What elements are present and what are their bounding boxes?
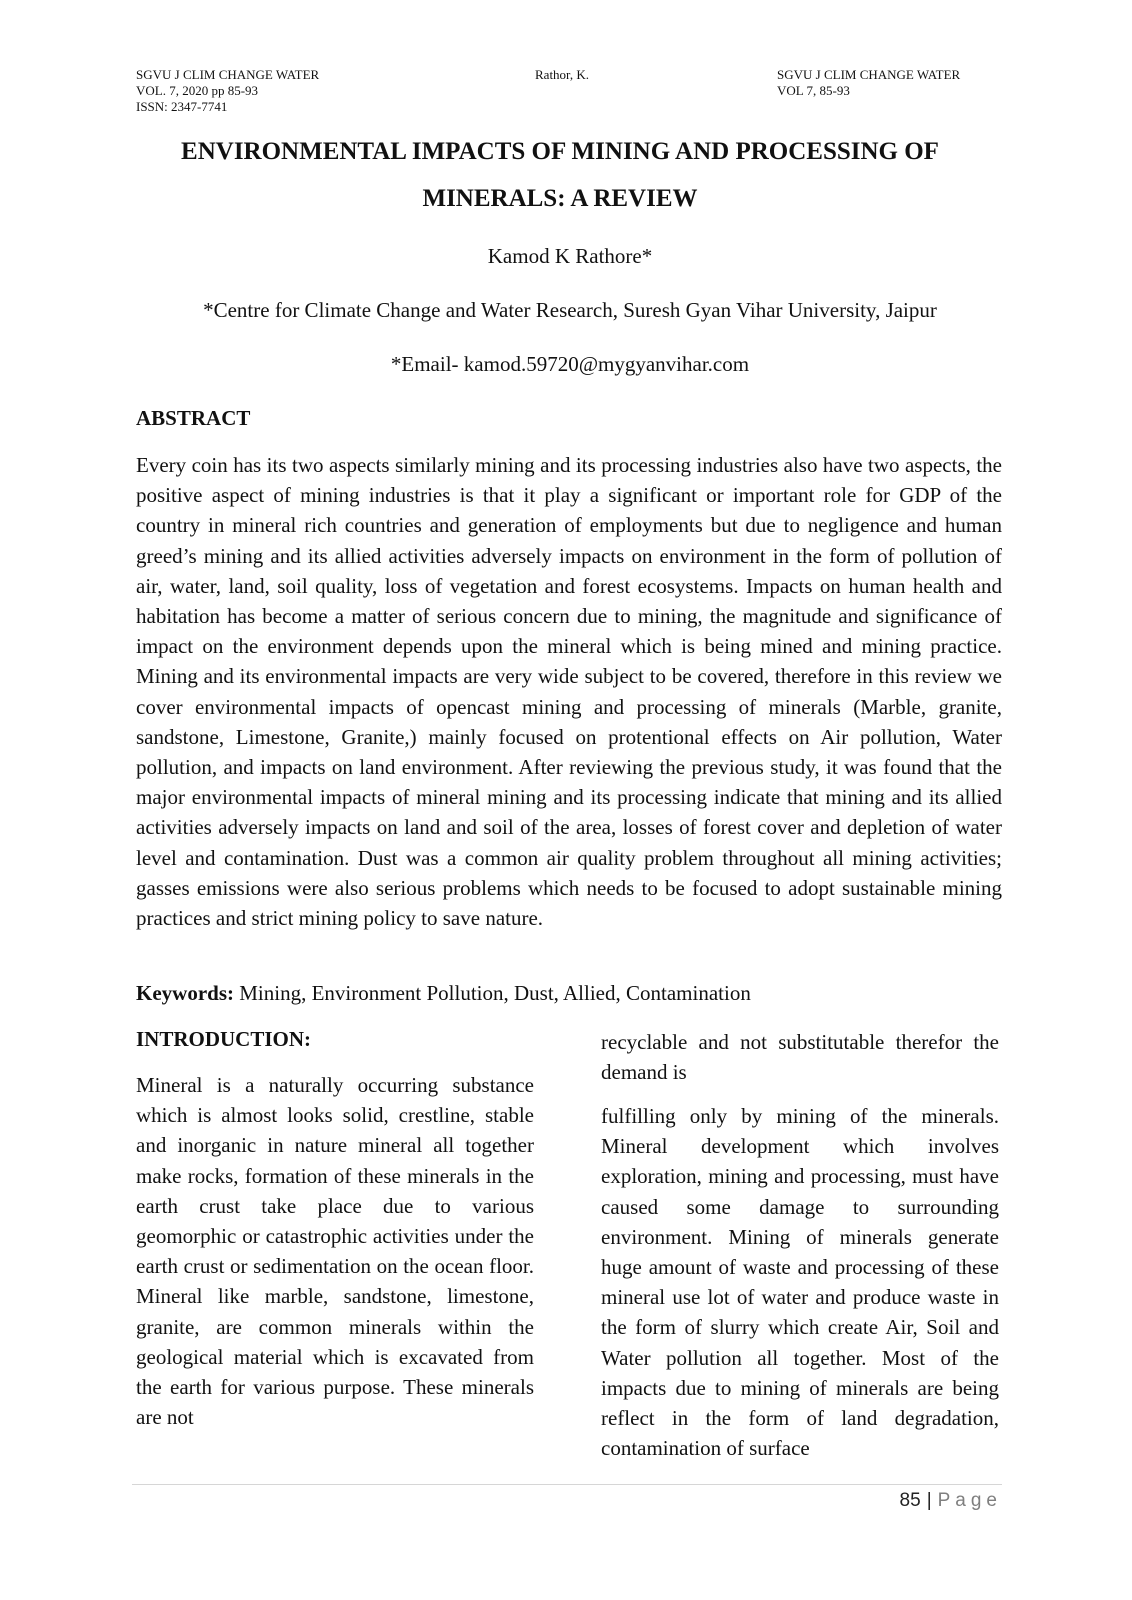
keywords-list: Mining, Environment Pollution, Dust, Allied, Contamination — [234, 981, 751, 1005]
running-header-right — [777, 67, 960, 99]
page-footer — [900, 1490, 1002, 1512]
introduction-left-column: Mineral is a naturally occurring substance which is almost looks solid, crestline, stable and inorganic in nature mineral all together make rocks, formation of these minerals in the earth crust take place due to various geomorphic or catastrophic activities under the earth crust or sedimentation on the ocean floor. Mineral like marble, sandstone, limestone, granite, are common minerals within the geological material which is excavated from the earth for various purpose. These minerals are not — [136, 1073, 534, 1430]
abstract-heading: ABSTRACT — [136, 406, 251, 430]
introduction-right-column-part-2: fulfilling only by mining of the minerals. Mineral development which involves exploration, mining and processing, must have caused some damage to surrounding environment. Mining of minerals generate huge amount of waste and processing of these mineral use lot of water and produce waste in the form of slurry which create Air, Soil and Water pollution all together. Most of the impacts due to mining of minerals are being reflect in the form of land degradation, contamination of surface — [601, 1104, 999, 1461]
page-number: 85 — [899, 1490, 921, 1511]
author-email: *Email- kamod.59720@mygyanvihar.com — [390, 352, 750, 376]
keywords-line — [136, 981, 1002, 1006]
running-header-center — [535, 67, 589, 83]
volume-info-right: VOL 7, 85-93 — [777, 83, 850, 98]
keywords-label: Keywords: — [136, 981, 234, 1005]
volume-info: VOL. 7, 2020 pp 85-93 — [136, 83, 259, 98]
issn: ISSN: 2347-7741 — [136, 99, 228, 114]
running-author: Rathor, K. — [535, 67, 589, 82]
author-name: Kamod K Rathore* — [487, 244, 653, 268]
paper-title — [120, 128, 1000, 222]
running-header-left — [136, 67, 319, 115]
title-line-1: ENVIRONMENTAL IMPACTS OF MINING AND PROCESSING OF — [181, 138, 939, 165]
introduction-heading: INTRODUCTION: — [136, 1027, 312, 1051]
footer-divider — [132, 1484, 1002, 1485]
author-affiliation: *Centre for Climate Change and Water Research, Suresh Gyan Vihar University, Jaipur — [203, 298, 937, 322]
journal-name: SGVU J CLIM CHANGE WATER — [136, 67, 320, 82]
footer-separator: | — [926, 1490, 932, 1511]
abstract-body: Every coin has its two aspects similarly mining and its processing industries also have two aspects, the positive aspect of mining industries is that it play a significant or important role for GDP of the country in mineral rich countries and generation of employments but due to negligence and human greed’s mining and its allied activities adversely impacts on environment in the form of pollution of air, water, land, soil quality, loss of vegetation and forest ecosystems. Impacts on human health and habitation has become a matter of serious concern due to mining, the magnitude and significance of impact on the environment depends upon the mineral which is being mined and mining practice. Mining and its environmental impacts are very wide subject to be covered, therefore in this review we cover environmental impacts of opencast mining and processing of minerals (Marble, granite, sandstone, Limestone, Granite,) mainly focused on protentional effects on Air pollution, Water pollution, and impacts on land environment. After reviewing the previous study, it was found that the major environmental impacts of mineral mining and its processing indicate that mining and its allied activities adversely impacts on land and soil of the area, losses of forest cover and depletion of water level and contamination. Dust was a common air quality problem throughout all mining activities; gasses emissions were also serious problems which needs to be focused to adopt sustainable mining practices and strict mining policy to save nature. — [136, 453, 1002, 931]
page-word: Page — [937, 1490, 1002, 1511]
journal-name-right: SGVU J CLIM CHANGE WATER — [777, 67, 961, 82]
title-line-2: MINERALS: A REVIEW — [422, 185, 698, 212]
introduction-right-column-part-1: recyclable and not substitutable therefor the demand is — [601, 1030, 999, 1085]
